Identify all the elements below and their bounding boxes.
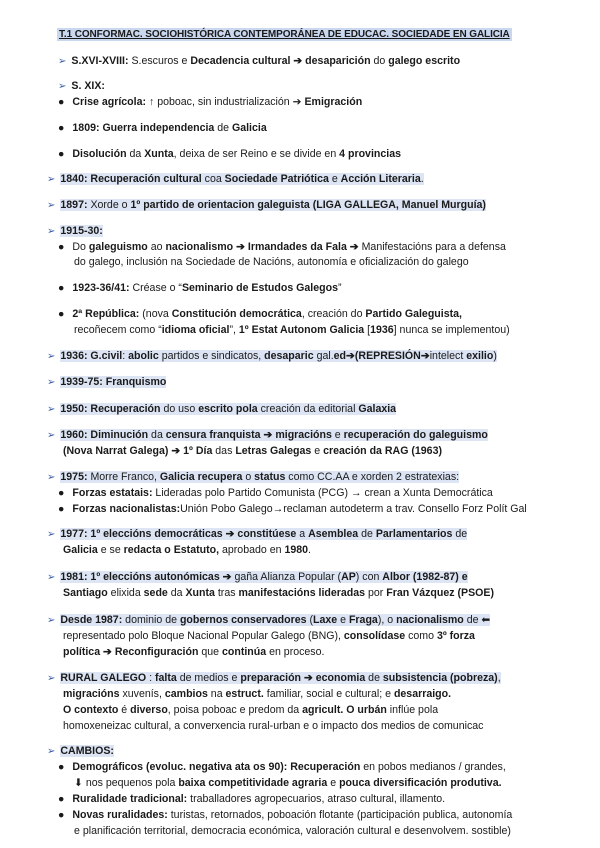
plain-text: que (198, 646, 222, 658)
text-line (74, 825, 511, 838)
line-content (63, 445, 442, 457)
plain-text: ”, (229, 324, 239, 336)
bold-text: status (254, 471, 286, 483)
text-line (47, 173, 424, 186)
bold-text: abolic (128, 350, 159, 362)
bullet-icon: ● (58, 503, 65, 515)
line-content (60, 199, 486, 211)
bullet-icon: ● (58, 809, 65, 821)
line-content (60, 571, 467, 583)
plain-text: ao (147, 241, 166, 253)
plain-text: en pobos medianos / grandes, (360, 761, 506, 773)
plain-text: representado polo Bloque Nacional Popular Galego (BNG), (63, 630, 344, 642)
plain-text: turistas, retornados, poboación flotante (participación publica, autonomía (167, 809, 513, 821)
bold-text: redacta o Estatuto, (123, 544, 220, 556)
arrow-marker-icon: ➢ (47, 200, 56, 211)
bold-text: continúa (222, 646, 267, 658)
plain-text: , creación do (301, 308, 366, 320)
bold-text: 1923-36/41: (72, 282, 130, 294)
plain-text: xuvenís, (119, 688, 165, 700)
line-content (60, 528, 467, 540)
bold-text: 1897: (60, 199, 88, 211)
bold-text: 1950: Recuperación (60, 403, 161, 415)
plain-text: por (365, 587, 387, 599)
text-line (58, 55, 460, 68)
bold-text: diverso (130, 704, 168, 716)
plain-text: e (328, 173, 341, 185)
plain-text: ” (337, 282, 342, 294)
plain-text: da (126, 148, 145, 160)
bold-text: desarraigo. (393, 688, 452, 700)
plain-text: na (207, 688, 226, 700)
bullet-icon: ● (58, 96, 65, 108)
arrow-marker-icon: ➢ (47, 746, 56, 757)
text-line (47, 528, 467, 541)
plain-text: Morre Franco, (87, 471, 160, 483)
bold-text: ed➔(REPRESIÓN➔ (333, 350, 430, 362)
text-line (47, 403, 396, 416)
bold-text: 2ª República: (72, 308, 140, 320)
bold-text: 1975: (60, 471, 88, 483)
bold-text: Decadencia cultural ➔ desaparición (190, 55, 371, 67)
plain-text: de medios e (176, 672, 241, 684)
plain-text: homoxeneizac cultural, a converxencia rural-urban e o impacto dos medios de comunicac (63, 720, 484, 732)
bullet-icon: ● (58, 487, 65, 499)
bold-text: Sociedade Patriótica (224, 173, 329, 185)
text-line (63, 445, 442, 458)
text-line (63, 630, 475, 643)
plain-text: Unión Pobo Galego→reclaman autodeterm a trav. Consello Forz Polít Gal (180, 503, 527, 515)
plain-text: , deixa de ser Reino e se divide en (173, 148, 340, 160)
bold-text: baixa competitividade agraria (178, 777, 328, 789)
bold-text: 1º partido de orientacion galeguista (LIGA GALLEGA, Manuel Murguía) (130, 199, 486, 211)
plain-text: gal. (313, 350, 334, 362)
plain-text: de (365, 672, 383, 684)
text-line (58, 96, 362, 109)
bold-text: Forzas estatais: (72, 487, 153, 499)
bold-text: Albor (1982-87) e (382, 571, 468, 583)
line-content (74, 777, 502, 789)
text-line (47, 471, 459, 484)
line-content (60, 173, 423, 185)
plain-text: , (497, 672, 501, 684)
bullet-icon: ● (58, 793, 65, 805)
plain-text: familiar, social e cultural; e (263, 688, 394, 700)
line-content (60, 376, 166, 388)
plain-text: . (308, 544, 311, 556)
bold-text: 1981: 1º eleccións autonómicas ➔ (60, 571, 232, 583)
bold-text: manifestacións lideradas (238, 587, 366, 599)
arrow-marker-icon: ➢ (47, 615, 56, 626)
bold-text: 1º Estat Autonom Galicia (238, 324, 365, 336)
bold-text: Demográficos (evoluc. negativa ata os 90): Recuperación (72, 761, 361, 773)
text-line (47, 672, 501, 685)
plain-text: como CC.AA e xorden 2 estratexias: (285, 471, 460, 483)
bold-text: Novas ruralidades: (72, 809, 168, 821)
bold-text: política ➔ Reconfiguración (63, 646, 199, 658)
text-line (63, 544, 311, 557)
text-line (58, 503, 527, 516)
bold-text: 1936 (370, 324, 394, 336)
bold-text: cambios (164, 688, 208, 700)
bullet-icon: ● (58, 308, 65, 320)
plain-text: ↑ poboac, sin industrialización ➔ (146, 96, 305, 108)
bold-text: exilio (466, 350, 494, 362)
bold-text: estruct. (225, 688, 264, 700)
line-content (60, 403, 396, 415)
plain-text: Do (72, 241, 89, 253)
bold-text: nacionalismo (396, 614, 464, 626)
text-line (47, 571, 468, 584)
bold-text: Galicia (63, 544, 98, 556)
bold-text: sede (143, 587, 168, 599)
bold-text: 1960: Diminución (60, 429, 149, 441)
bold-text: Asemblea (308, 528, 359, 540)
arrow-marker-icon: ➢ (47, 404, 56, 415)
plain-text: en proceso. (266, 646, 325, 658)
text-line (58, 282, 342, 295)
bold-text: Desde 1987: (60, 614, 123, 626)
plain-text: traballadores agropecuarios, atraso cultural, illamento. (187, 793, 446, 805)
line-content (63, 688, 451, 700)
plain-text: ] nunca se implementou) (393, 324, 510, 336)
plain-text: do (370, 55, 389, 67)
plain-text: creación da editorial (257, 403, 359, 415)
text-line (74, 324, 510, 337)
plain-text: . (420, 173, 424, 185)
plain-text: inflúe pola (386, 704, 439, 716)
line-content (60, 471, 459, 483)
bold-text: agricult. O urbán (302, 704, 387, 716)
bold-text: O contexto (63, 704, 119, 716)
line-content (72, 282, 341, 294)
bold-text: S.XVI-XVIII: (71, 55, 129, 67)
text-line (58, 809, 512, 822)
bold-text: galeguismo (88, 241, 148, 253)
plain-text: de (452, 528, 468, 540)
bold-text: 1915-30: (60, 225, 103, 237)
plain-text: Lideradas polo Partido Comunista (PCG) → crean a Xunta Democrática (152, 487, 493, 499)
text-line (63, 587, 494, 600)
bold-text: Galicia recupera (159, 471, 243, 483)
plain-text: de ⬅ (463, 614, 491, 626)
line-content (72, 308, 462, 320)
line-content (63, 630, 475, 642)
bold-text: 1809: Guerra independencia (72, 122, 215, 134)
line-content (72, 503, 526, 515)
bold-text: Crise agrícola: (72, 96, 147, 108)
line-content (72, 96, 362, 108)
plain-text: partidos e sindicatos, (158, 350, 265, 362)
plain-text: (nova (139, 308, 172, 320)
bold-text: CAMBIOS: (60, 745, 114, 757)
line-content (60, 614, 490, 626)
bold-text: S. XIX: (71, 80, 105, 92)
plain-text: o (242, 471, 255, 483)
text-line (47, 614, 490, 627)
line-content (72, 761, 505, 773)
plain-text: tras (214, 587, 239, 599)
plain-text: e (327, 777, 340, 789)
text-line (58, 80, 105, 93)
bold-text: Partido Galeguista, (365, 308, 462, 320)
arrow-marker-icon: ➢ (58, 81, 67, 92)
bullet-icon: ● (58, 122, 65, 134)
text-line (47, 429, 488, 442)
line-content (60, 225, 102, 237)
line-content (72, 809, 512, 821)
line-content (60, 350, 496, 362)
bold-text: Forzas nacionalistas: (72, 503, 181, 515)
text-line (63, 688, 451, 701)
plain-text: recoñecem como “ (74, 324, 162, 336)
bold-text: Ruralidade tradicional: (72, 793, 188, 805)
plain-text: ⬇ nos pequenos pola (74, 777, 179, 789)
text-line (47, 225, 103, 238)
page-title: T.1 CONFORMAC. SOCIOHISTÓRICA CONTEMPORÁNEA DE EDUCAC. SOCIEDADE EN GALICIA (59, 29, 510, 40)
text-line (58, 241, 506, 254)
bold-text: Santiago (63, 587, 108, 599)
bold-text: Fran Vázquez (PSOE) (386, 587, 494, 599)
plain-text: intelect (429, 350, 467, 362)
line-content (60, 745, 114, 757)
bold-text: Xunta (144, 148, 174, 160)
bold-text: Laxe (313, 614, 338, 626)
text-line (47, 350, 497, 363)
bold-text: 4 provincias (339, 148, 401, 160)
plain-text: aprobado en (219, 544, 285, 556)
line-content (63, 704, 438, 716)
text-line (63, 704, 438, 717)
plain-text: ) (493, 350, 497, 362)
arrow-marker-icon: ➢ (47, 226, 56, 237)
arrow-marker-icon: ➢ (47, 572, 56, 583)
bold-text: 1977: 1º eleccións democráticas ➔ constitúese (60, 528, 297, 540)
plain-text: do uso (160, 403, 199, 415)
text-line (74, 777, 502, 790)
text-line (63, 646, 324, 659)
text-line (63, 720, 483, 733)
bold-text: migracións (63, 688, 120, 700)
bold-text: subsistencia (pobreza) (382, 672, 498, 684)
plain-text: da (148, 429, 166, 441)
bold-text: galego escrito (388, 55, 461, 67)
plain-text: e (337, 614, 349, 626)
plain-text: e (311, 445, 324, 457)
bold-text: gobernos conservadores (179, 614, 307, 626)
bold-text: Galaxia (358, 403, 397, 415)
plain-text: gaña Alianza Popular ( (231, 571, 342, 583)
arrow-marker-icon: ➢ (47, 351, 56, 362)
line-content (74, 324, 510, 336)
plain-text: Xorde o (87, 199, 131, 211)
plain-text: elixida (107, 587, 144, 599)
bold-text: 1936: G.civil (60, 350, 123, 362)
bold-text: Fraga (348, 614, 378, 626)
bold-text: Parlamentarios (375, 528, 453, 540)
arrow-marker-icon: ➢ (47, 673, 56, 684)
plain-text: do galego, inclusión na Sociedade de Nacións, autonomía e oficialización do galego (74, 256, 469, 268)
plain-text: é (118, 704, 131, 716)
plain-text: ) con (355, 571, 383, 583)
bold-text: 1939-75: Franquismo (60, 376, 167, 388)
bold-text: desaparic (264, 350, 314, 362)
plain-text: , poisa poboac e predom da (167, 704, 303, 716)
line-content (72, 793, 445, 805)
line-content (71, 80, 105, 92)
bold-text: nacionalismo ➔ Irmandades da Fala ➔ (165, 241, 359, 253)
bold-text: 1980 (284, 544, 309, 556)
plain-text: da (167, 587, 186, 599)
line-content (74, 825, 511, 837)
bold-text: 3º forza (436, 630, 475, 642)
bold-text: escrito pola (198, 403, 258, 415)
line-content (71, 55, 460, 67)
bold-text: Acción Literaria (340, 173, 421, 185)
text-line (47, 376, 166, 389)
plain-text: a (296, 528, 309, 540)
bold-text: consolídase (343, 630, 406, 642)
bold-text: Xunta (185, 587, 215, 599)
arrow-marker-icon: ➢ (47, 174, 56, 185)
line-content (72, 241, 505, 253)
plain-text: coa (201, 173, 225, 185)
text-line (58, 122, 267, 135)
plain-text: de (214, 122, 232, 134)
arrow-marker-icon: ➢ (47, 430, 56, 441)
line-content (60, 429, 487, 441)
bold-text: Galicia (231, 122, 267, 134)
bold-text: creación da RAG (1963) (323, 445, 442, 457)
line-content (63, 544, 311, 556)
bold-text: falta (154, 672, 177, 684)
plain-text: [ (364, 324, 371, 336)
plain-text: dominio de (122, 614, 180, 626)
bullet-icon: ● (58, 241, 65, 253)
text-line (58, 487, 493, 500)
line-content (72, 487, 492, 499)
line-content (63, 646, 324, 658)
line-content (72, 122, 266, 134)
bold-text: Emigración (304, 96, 363, 108)
text-line (47, 199, 486, 212)
text-line (58, 761, 506, 774)
plain-text: e (331, 429, 344, 441)
text-line (58, 148, 401, 161)
line-content (63, 720, 483, 732)
plain-text: como (405, 630, 437, 642)
bold-text: preparación ➔ economia (240, 672, 366, 684)
bold-text: Disolución (72, 148, 127, 160)
bold-text: Letras Galegas (235, 445, 312, 457)
bold-text: pouca diversificación produtiva. (339, 777, 502, 789)
text-line (58, 793, 445, 806)
bold-text: Seminario de Estudos Galegos (181, 282, 338, 294)
bold-text: recuperación do galeguismo (343, 429, 488, 441)
line-content (72, 148, 401, 160)
bold-text: (Nova Narrat Galega) ➔ 1º Día (63, 445, 213, 457)
plain-text: S.escuros e (128, 55, 191, 67)
text-line (58, 308, 462, 321)
bold-text: censura franquista ➔ migracións (165, 429, 332, 441)
bold-text: idioma oficial (161, 324, 230, 336)
plain-text: : (122, 350, 129, 362)
plain-text: : (146, 672, 155, 684)
plain-text: Manifestacións para a defensa (358, 241, 506, 253)
arrow-marker-icon: ➢ (47, 472, 56, 483)
bold-text: AP (341, 571, 356, 583)
plain-text: e se (97, 544, 124, 556)
bullet-icon: ● (58, 761, 65, 773)
line-content (74, 256, 469, 268)
bold-text: 1840: Recuperación cultural (60, 173, 202, 185)
bold-text: Constitución democrática (171, 308, 302, 320)
bold-text: RURAL GALEGO (60, 672, 147, 684)
arrow-marker-icon: ➢ (47, 529, 56, 540)
arrow-marker-icon: ➢ (58, 56, 67, 67)
line-content (63, 587, 494, 599)
bullet-icon: ● (58, 282, 65, 294)
plain-text: das (212, 445, 236, 457)
line-content (60, 672, 500, 684)
plain-text: ), o (377, 614, 397, 626)
plain-text: ( (306, 614, 314, 626)
plain-text: de (358, 528, 376, 540)
arrow-marker-icon: ➢ (47, 377, 56, 388)
plain-text: e planificación territorial, democracia económica, valoración cultural e desenvolvem. sostible) (74, 825, 511, 837)
bullet-icon: ● (58, 148, 65, 160)
text-line (47, 745, 114, 758)
plain-text: Créase o “ (129, 282, 182, 294)
text-line (74, 256, 469, 269)
